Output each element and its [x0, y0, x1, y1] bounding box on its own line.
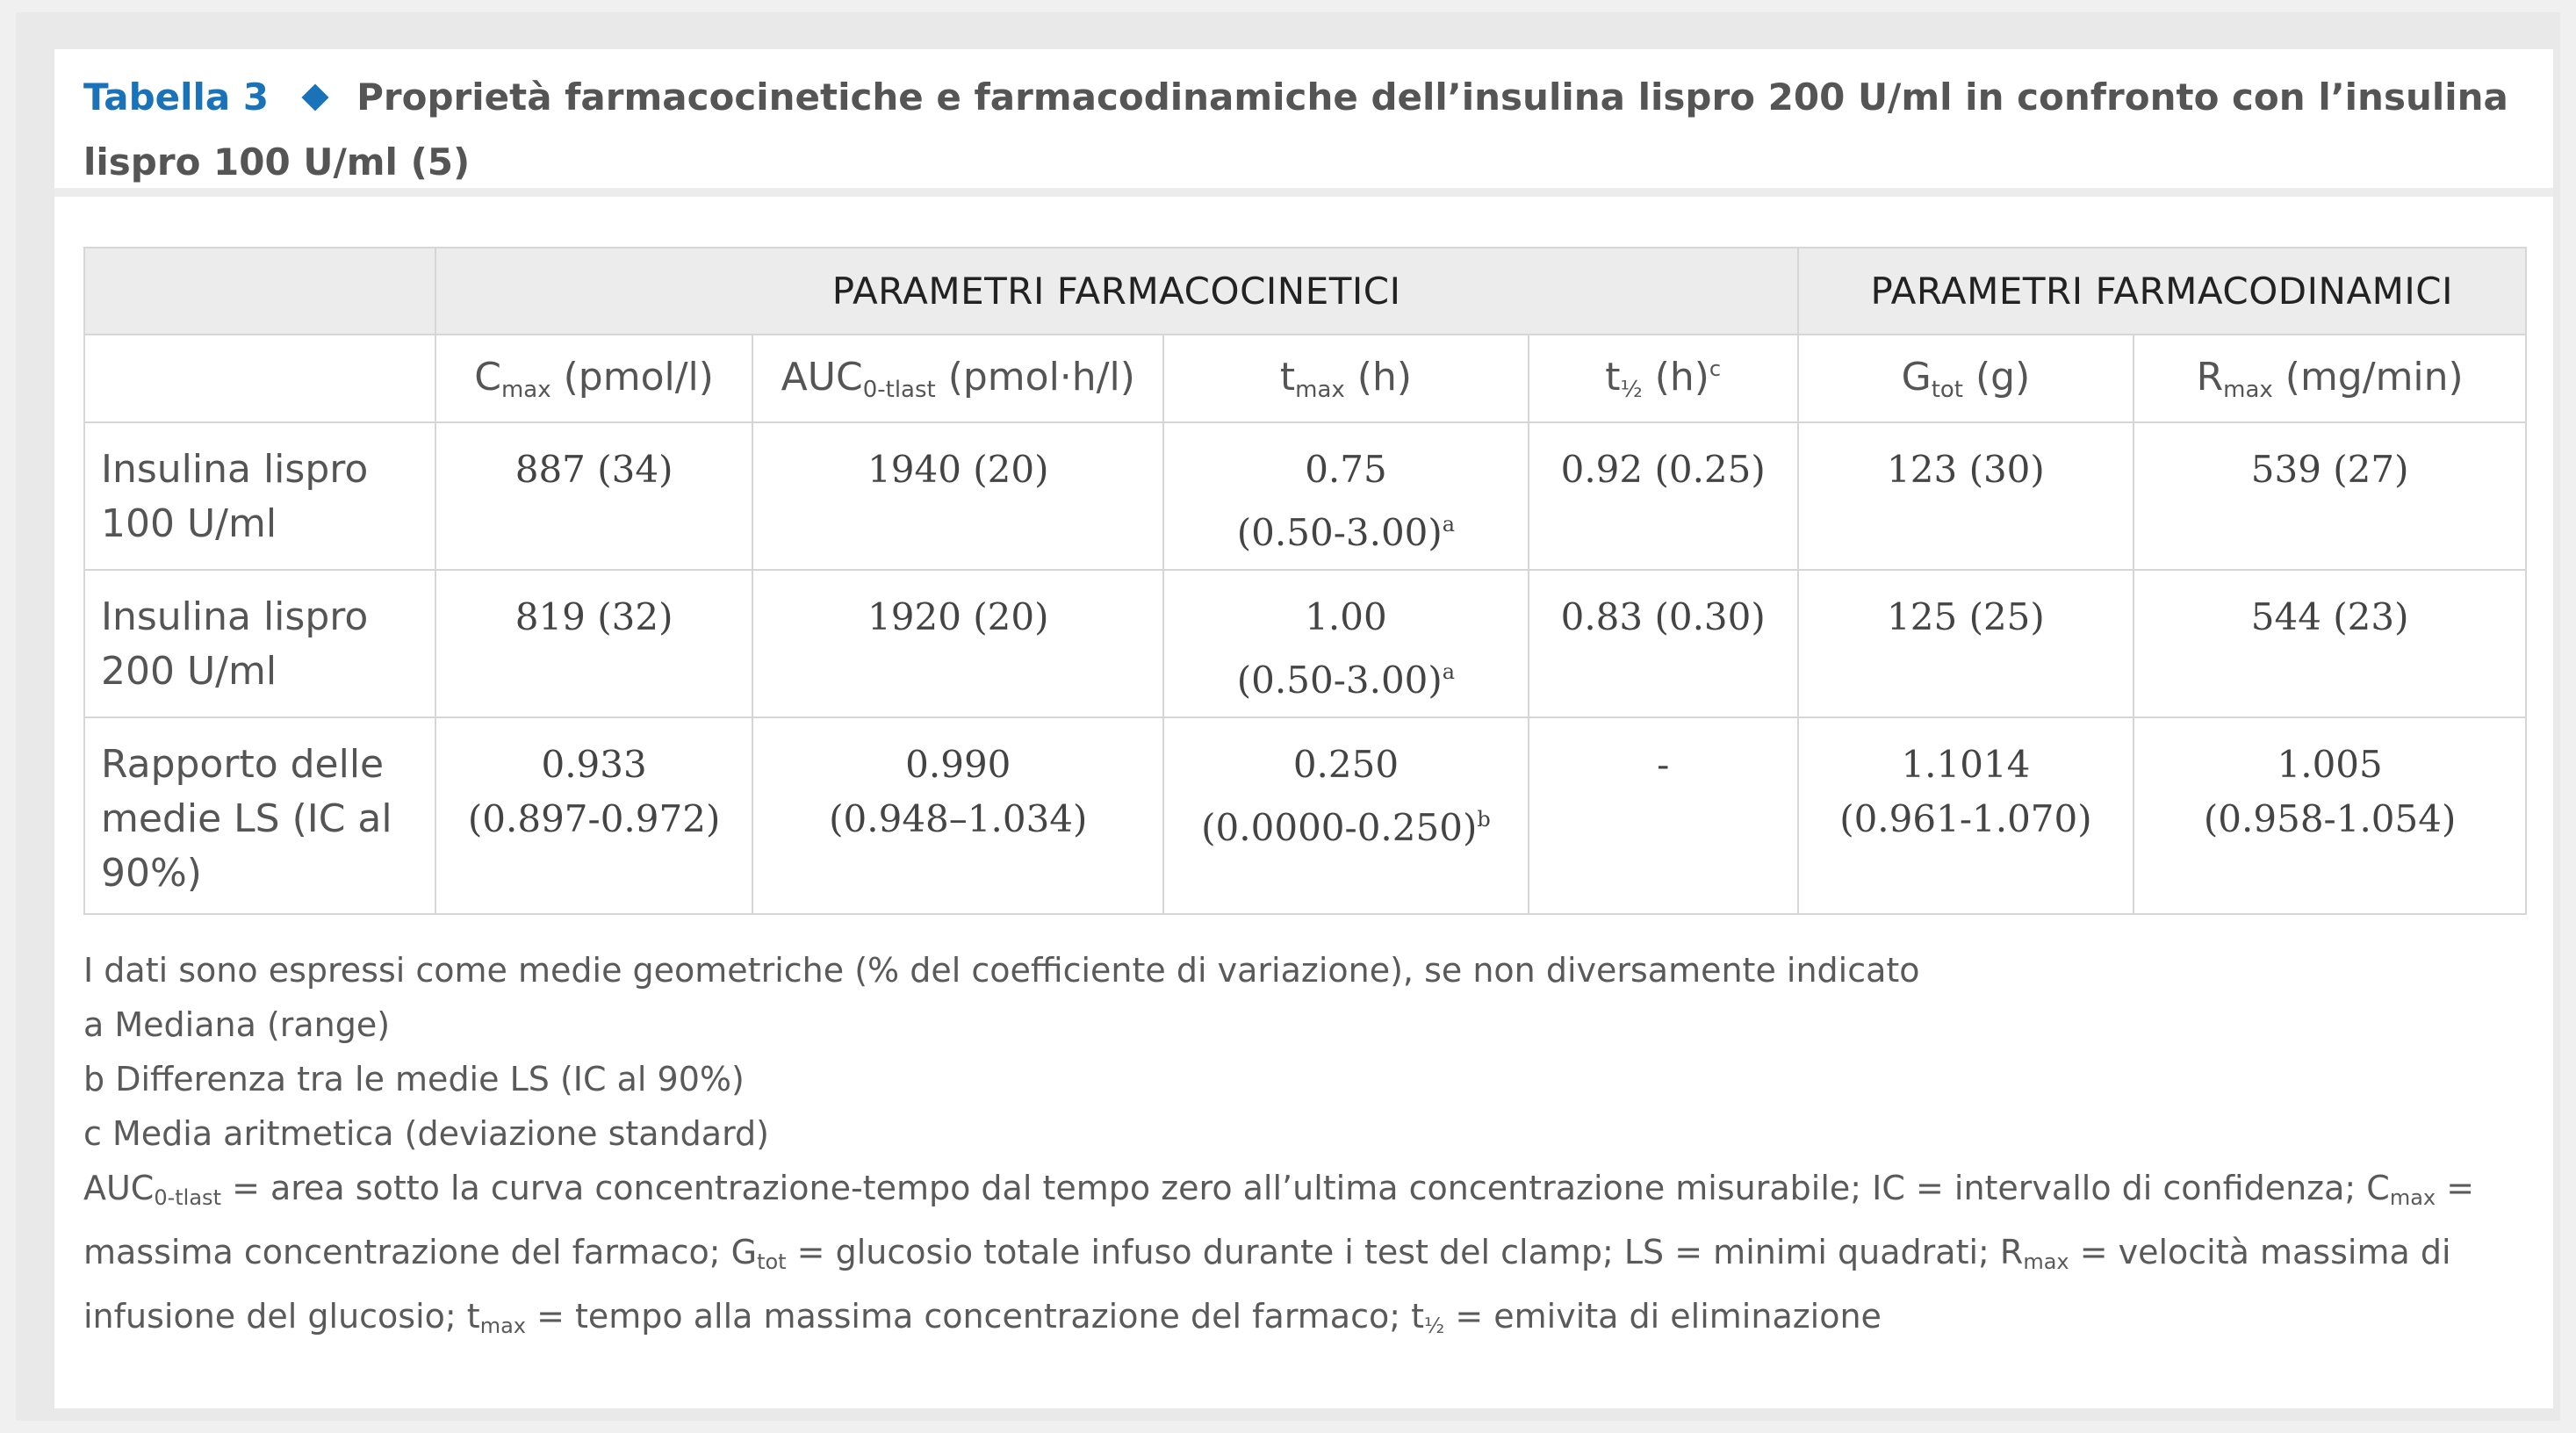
page-frame — [16, 12, 2560, 1421]
col-header-cmax: $C_{max}$ (pmol/l) — [435, 335, 753, 422]
cell-rmax: 544 (23) — [2133, 570, 2526, 717]
col-header-auc: $AUC_{0-tlast}$ (pmol·h/l) — [752, 335, 1163, 422]
col-header-rmax: $R_{max}$ (mg/min) — [2133, 335, 2526, 422]
pd-group-header: PARAMETRI FARMACODINAMICI — [1798, 248, 2526, 335]
cell-rmax: 539 (27) — [2133, 422, 2526, 570]
cell-rmax: 1.005 (0.958-1.054) — [2133, 717, 2526, 914]
cell-auc: 1920 (20) — [752, 570, 1163, 717]
cell-tmax: 0.75 $(0.50-3.00)^a$ — [1163, 422, 1529, 570]
footnote-abbreviations: $AUC_{0-tlast}$ = area sotto la curva concentrazione-tempo dal tempo zero all’ultima concentrazione misurabile; IC = intervallo di confidenza; $C_{max}$ = massima concentrazione del farmaco; $G_{tot}$ = glucosio totale infuso durante i test del clamp; LS = minimi quadrati; $R_{max}$ = velocità massima di infusione del glucosio; $t_{max}$ = tempo alla massima concentrazione del farmaco; $t_{\frac{1}{2}}$ = emivita di eliminazione — [83, 1169, 2475, 1338]
cell-gtot: 1.1014 (0.961-1.070) — [1798, 717, 2134, 914]
row-label: Rapporto delle medie LS (IC al 90%) — [84, 717, 435, 914]
table-row — [84, 570, 2526, 717]
table-row — [84, 717, 2526, 914]
pk-group-header: PARAMETRI FARMACOCINETICI — [435, 248, 1798, 335]
footnote-a: a Mediana (range) — [83, 1005, 391, 1044]
column-header-row — [84, 335, 2526, 422]
table-row — [84, 422, 2526, 570]
table-label: Tabella 3 — [83, 76, 270, 119]
empty-row-label-header — [84, 335, 435, 422]
cell-auc: 1940 (20) — [752, 422, 1163, 570]
footnote-c: c Media aritmetica (deviazione standard) — [83, 1114, 769, 1153]
table-footnotes — [83, 943, 2533, 1353]
table-panel — [54, 49, 2553, 1408]
cell-cmax: 0.933 (0.897-0.972) — [435, 717, 753, 914]
footnote-b: b Differenza tra le medie LS (IC al 90%) — [83, 1060, 745, 1098]
col-header-gtot: $G_{tot}$ (g) — [1798, 335, 2134, 422]
cell-gtot: 125 (25) — [1798, 570, 2134, 717]
cell-auc: 0.990 (0.948–1.034) — [752, 717, 1163, 914]
cell-cmax: 819 (32) — [435, 570, 753, 717]
cell-tmax: 1.00 $(0.50-3.00)^a$ — [1163, 570, 1529, 717]
col-header-thalf: $t_{\frac{1}{2}}$ $(h)^c$ — [1529, 335, 1798, 422]
table-caption: Proprietà farmacocinetiche e farmacodinamiche dell’insulina lispro 200 U/ml in confronto con l’insulina lispro 100 U/ml (5) — [83, 76, 2508, 184]
empty-corner-cell — [84, 248, 435, 335]
cell-tmax: 0.250 $(0.0000-0.250)^b$ — [1163, 717, 1529, 914]
cell-thalf: 0.92 (0.25) — [1529, 422, 1798, 570]
diamond-icon — [302, 83, 329, 111]
cell-thalf: - — [1529, 717, 1798, 914]
col-header-tmax: $t_{max}$ (h) — [1163, 335, 1529, 422]
row-label: Insulina lispro 200 U/ml — [84, 570, 435, 717]
cell-thalf: 0.83 (0.30) — [1529, 570, 1798, 717]
row-label: Insulina lispro 100 U/ml — [84, 422, 435, 570]
table-title — [83, 65, 2524, 195]
group-header-row — [84, 248, 2526, 335]
cell-gtot: 123 (30) — [1798, 422, 2134, 570]
footnote-intro: I dati sono espressi come medie geometriche (% del coefficiente di variazione), se non diversamente indicato — [83, 951, 1920, 990]
pk-pd-table — [83, 247, 2527, 915]
cell-cmax: 887 (34) — [435, 422, 753, 570]
title-box — [54, 49, 2553, 197]
